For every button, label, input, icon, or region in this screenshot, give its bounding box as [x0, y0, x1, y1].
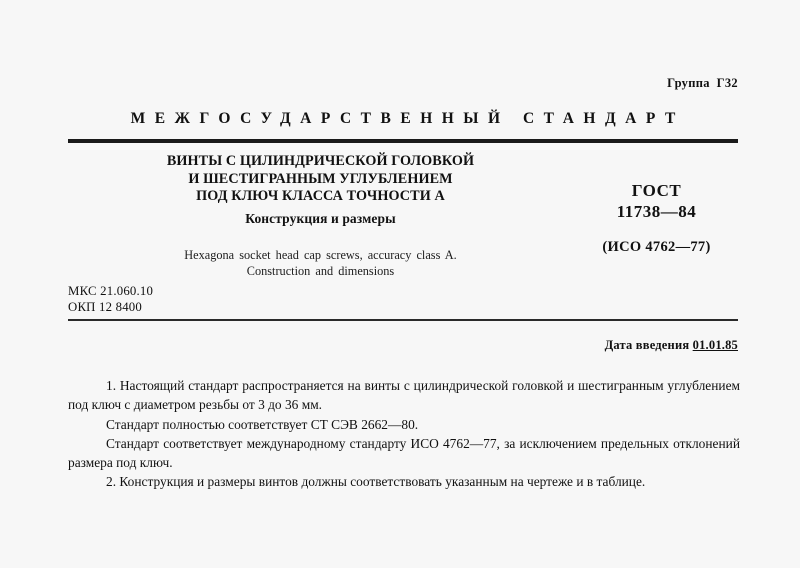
standard-number: 11738—84 [616, 202, 697, 221]
mks-code: МКС 21.060.10 [68, 284, 154, 298]
standard-identifier-block [574, 180, 739, 256]
introduction-date [68, 338, 738, 353]
body-paragraph-2: Стандарт полностью соответствует СТ СЭВ 2662—80. [106, 416, 419, 432]
title-english-line-2: Construction and dimensions [246, 263, 395, 278]
standard-banner: МЕЖГОСУДАРСТВЕННЫЙ СТАНДАРТ [130, 110, 685, 127]
body-paragraph-4: 2. Конструкция и размеры винтов должны соответствовать указанным на чертеже и в таблице. [106, 474, 646, 490]
title-english-block [68, 247, 573, 279]
title-line-3: ПОД КЛЮЧ КЛАССА ТОЧНОСТИ А [196, 188, 445, 204]
classification-codes [68, 284, 153, 315]
body-paragraph-1: 1. Настоящий стандарт распространяется на винты с цилиндрической головкой и шестигранным углублением под ключ с диаметром резьбы от 3 до 36 мм. [68, 378, 740, 413]
title-line-1: ВИНТЫ С ЦИЛИНДРИЧЕСКОЙ ГОЛОВКОЙ [166, 153, 475, 169]
group-code: Группа Г32 [667, 76, 738, 90]
introduction-date-label: Дата введения [604, 338, 690, 352]
body-paragraph-3: Стандарт соответствует международному стандарту ИСО 4762—77, за исключением предельных отклонений размера под ключ. [68, 435, 740, 471]
standard-iso-equivalent: (ИСО 4762—77) [602, 239, 711, 255]
okp-code: ОКП 12 8400 [68, 299, 143, 314]
body-text [68, 376, 740, 492]
title-block [68, 153, 573, 279]
title-subtitle: Конструкция и размеры [245, 210, 396, 226]
title-english-line-1: Hexagona socket head cap screws, accuracy class A. [184, 247, 457, 262]
title-line-2: И ШЕСТИГРАННЫМ УГЛУБЛЕНИЕМ [188, 170, 453, 187]
header-rule-thick [68, 139, 738, 143]
introduction-date-value: 01.01.85 [692, 338, 738, 352]
codes-rule-thin [68, 319, 738, 321]
standard-name: ГОСТ [631, 181, 682, 200]
